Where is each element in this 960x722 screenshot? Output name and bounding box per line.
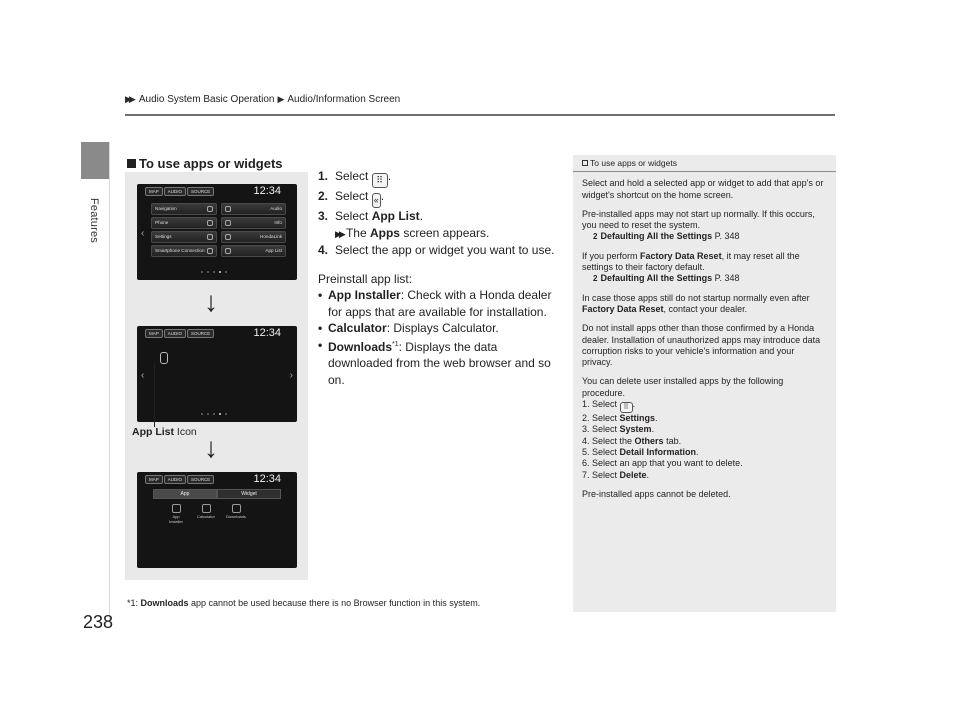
screen-top-bar — [137, 184, 297, 198]
apps-tabs — [153, 489, 281, 499]
note-paragraph: If you perform Factory Data Reset, it may reset all the settings to their factory default. 2 Defaulting All the Settings P. 348 — [582, 251, 827, 285]
home-screen-image — [137, 184, 297, 280]
step-1: 1. Select ⠿ . — [318, 168, 562, 188]
gear-icon — [207, 234, 213, 240]
chevron-right-icon: › — [289, 370, 293, 381]
preinstall-heading: Preinstall app list: — [318, 271, 413, 286]
app-list-screen-image — [137, 326, 297, 422]
audio-button: AUDIO — [164, 329, 186, 338]
audio-button: AUDIO — [164, 187, 186, 196]
note-paragraph: Pre-installed apps cannot be deleted. — [582, 488, 731, 499]
arrow-down-icon: ↓ — [204, 432, 218, 463]
reference-arrow-icon: 2 — [593, 274, 598, 284]
clock: 12:34 — [253, 327, 281, 339]
home-tile-grid — [151, 203, 286, 257]
app-calculator: Calculator — [195, 504, 217, 524]
clock: 12:34 — [253, 185, 281, 197]
clock: 12:34 — [253, 473, 281, 485]
tile-smartphone-connection: Smartphone Connection — [151, 245, 217, 257]
tab-widget: Widget — [217, 489, 281, 499]
calculator-icon — [202, 504, 211, 513]
note-paragraph: Pre-installed apps may not start up normally. If this occurs, you need to reset the system. 2 Defaulting All the Settings P. 348 — [582, 209, 827, 243]
tile-info: Info — [221, 217, 287, 229]
tab-app: App — [153, 489, 217, 499]
square-bullet-icon — [127, 159, 136, 168]
apps-screen-image — [137, 472, 297, 568]
instruction-steps — [318, 168, 562, 388]
map-button: MAP — [145, 329, 163, 338]
note-paragraph: In case those apps still do not startup normally even after Factory Data Reset, contact your dealer. — [582, 292, 810, 314]
tile-audio: Audio — [221, 203, 287, 215]
music-note-icon — [225, 206, 231, 212]
footnote: *1: Downloads app cannot be used because there is no Browser function in this system. — [127, 598, 481, 608]
tile-navigation: Navigation — [151, 203, 217, 215]
tile-settings: Settings — [151, 231, 217, 243]
audio-button: AUDIO — [164, 475, 186, 484]
source-button: SOURCE — [187, 475, 214, 484]
app-list-icon-callout: App List Icon — [132, 426, 197, 438]
screen-top-bar — [137, 326, 297, 340]
delete-procedure: You can delete user installed apps by the following procedure. 1. Select ⠿ . 2. Select Settings. 3. Select System. 4. Select the Others tab. 5. Select Detail Information. 6. Select an app that you want to delete. 7. Select Delete. — [582, 376, 784, 480]
app-downloads: Downloads — [225, 504, 247, 524]
apps-row — [165, 504, 247, 524]
info-icon — [225, 220, 231, 226]
app-list-icon — [160, 352, 168, 364]
note-paragraph: Do not install apps other than those confirmed by a Honda dealer. Installation of unauthorized apps may introduce data corruption risks to your vehicle's information and your privacy. — [582, 323, 821, 368]
map-button: MAP — [145, 475, 163, 484]
screen-top-bar — [137, 472, 297, 486]
tile-app-list: App List — [221, 245, 287, 257]
tile-hondalink: HondaLink — [221, 231, 287, 243]
note-marker-icon — [582, 160, 588, 166]
callout-line — [154, 363, 155, 427]
bullet-downloads: • Downloads$^{*1}$: Displays the data downloaded from the web browser and so on. — [318, 337, 551, 387]
section-label: Features — [88, 198, 100, 244]
tile-phone: Phone — [151, 217, 217, 229]
app-installer-icon — [172, 504, 181, 513]
download-icon — [232, 504, 241, 513]
source-button: SOURCE — [187, 187, 214, 196]
app-list-icon: « — [372, 193, 381, 208]
step-2: 2. Select « . — [318, 188, 562, 208]
breadcrumb-item: Audio System Basic Operation — [138, 94, 275, 105]
navigation-icon — [207, 206, 213, 212]
side-divider — [109, 142, 110, 622]
hondalink-icon — [225, 234, 231, 240]
home-grid-icon: ⠿ — [620, 402, 633, 413]
bullet-calculator: • Calculator: Displays Calculator. — [318, 321, 499, 335]
breadcrumb-item: Audio/Information Screen — [287, 94, 401, 105]
header-rule — [125, 114, 835, 116]
result-arrow-icon: ▶▶ — [335, 228, 343, 239]
section-title: To use apps or widgets — [127, 156, 283, 171]
step-4: 4. Select the app or widget you want to use. — [318, 243, 555, 257]
breadcrumb-arrow-icon: ▶▶ — [125, 94, 133, 104]
smartphone-icon — [207, 248, 213, 254]
phone-icon — [207, 220, 213, 226]
arrow-down-icon: ↓ — [204, 286, 218, 317]
source-button: SOURCE — [187, 329, 214, 338]
bullet-app-installer: • App Installer: Check with a Honda dealer for apps that are available for installation. — [318, 288, 552, 319]
note-title: To use apps or widgets — [582, 158, 827, 169]
step-3-result: ▶▶ The Apps screen appears. — [335, 225, 490, 240]
chevron-left-icon: ‹ — [141, 370, 145, 381]
reference-arrow-icon: 2 — [593, 232, 598, 242]
section-tab — [81, 142, 109, 179]
cross-reference[interactable]: 2 Defaulting All the Settings P. 348 — [593, 231, 740, 242]
note-panel — [573, 155, 836, 612]
cross-reference[interactable]: 2 Defaulting All the Settings P. 348 — [593, 273, 740, 284]
home-grid-icon: ⠿ — [372, 173, 388, 188]
page-dots — [201, 271, 233, 274]
note-paragraph: Select and hold a selected app or widget to add that app's or widget's shortcut on the home screen. — [582, 178, 824, 200]
breadcrumb — [125, 94, 400, 105]
breadcrumb-arrow-icon: ▶ — [277, 94, 282, 104]
app-installer: App Installer — [165, 504, 187, 524]
illustration-panel — [125, 172, 308, 580]
chevron-left-icon: ‹ — [141, 228, 145, 239]
page-dots — [201, 413, 233, 416]
step-3: 3. Select App List. — [318, 209, 424, 223]
app-list-icon — [225, 248, 231, 254]
map-button: MAP — [145, 187, 163, 196]
page-number: 238 — [83, 612, 114, 632]
